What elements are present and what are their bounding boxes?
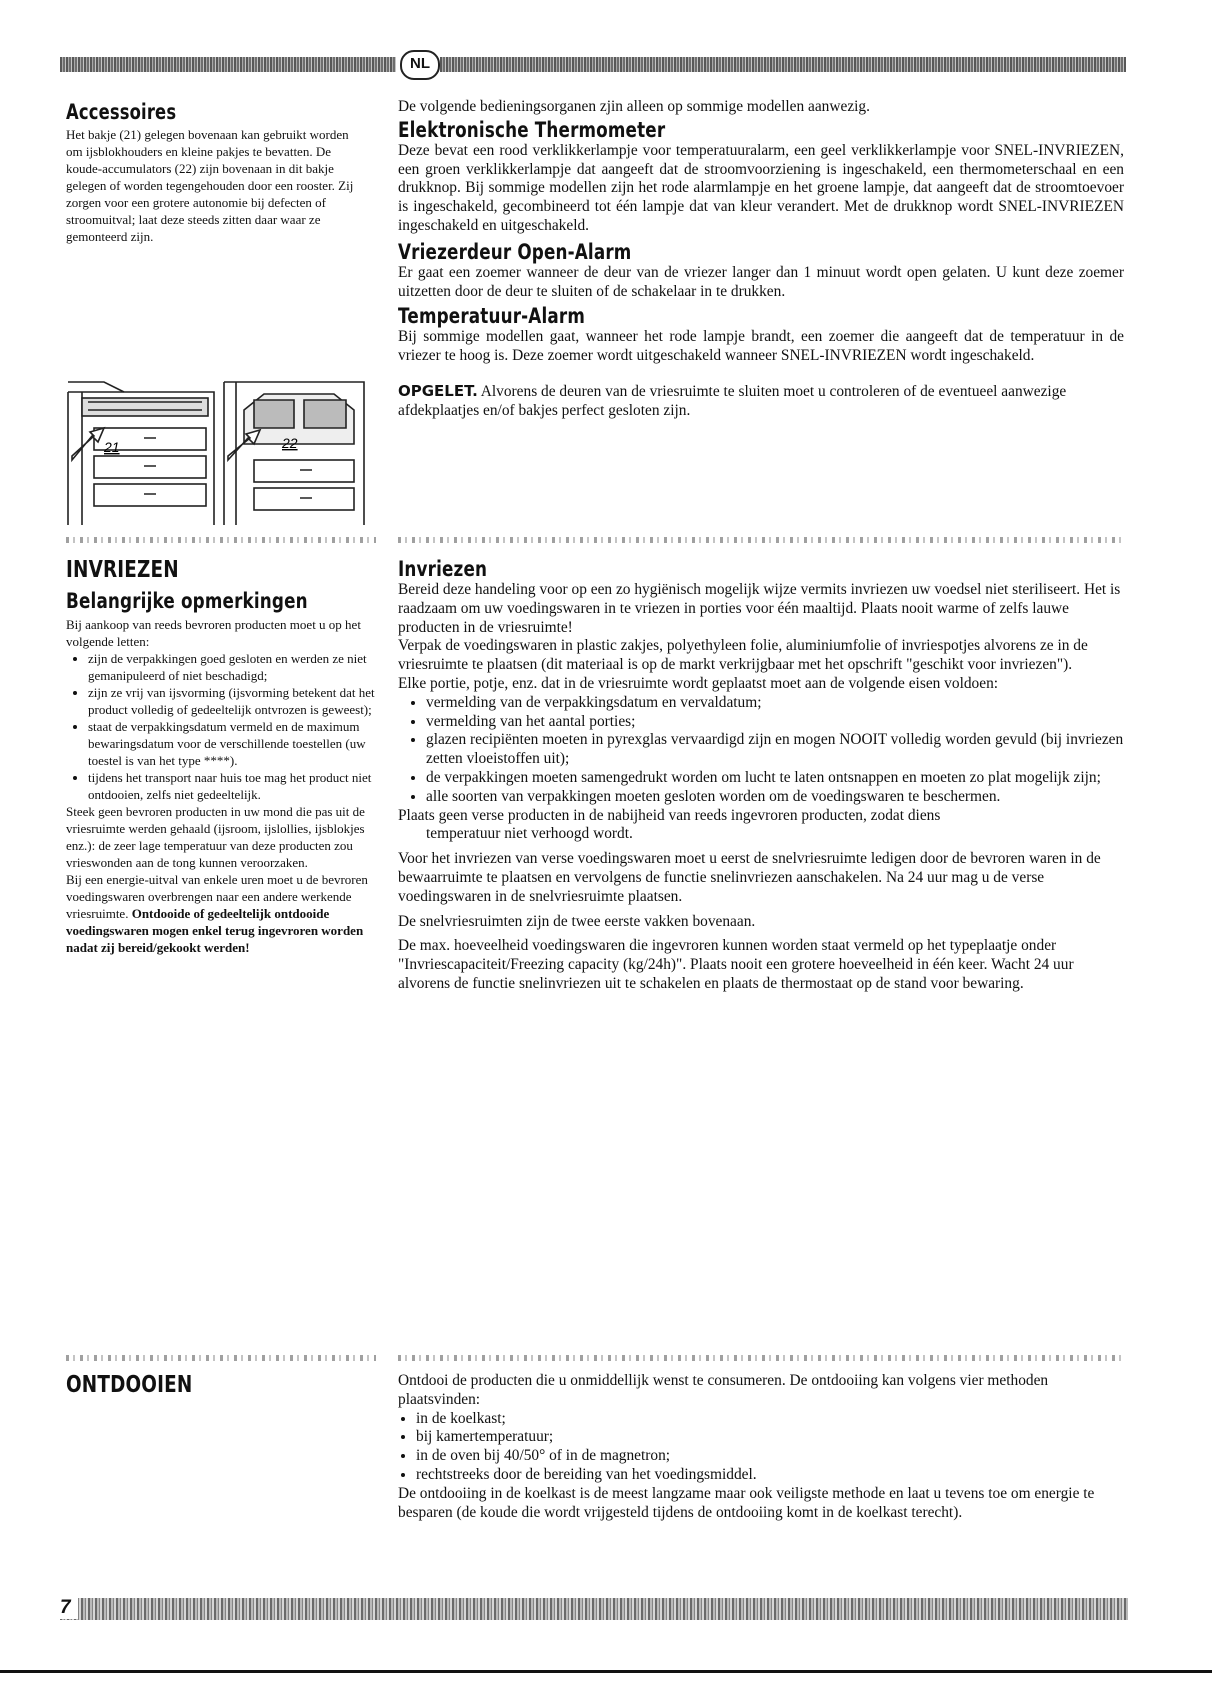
ontdooien-right-section (398, 1372, 1124, 1522)
separator-left-2 (66, 1355, 376, 1361)
separator-right-2 (398, 1355, 1126, 1361)
list-item: • in de oven bij 40/50° of in de magnetron; (416, 1447, 1124, 1466)
refreeze-warning: Ontdooide of gedeeltelijk ontdooide voedingswaren mogen enkel terug ingevroren worden nadat zij bereid/gekookt werden! (66, 906, 364, 955)
invriezen-p1: Bereid deze handeling voor op een zo hygiënisch mogelijk wijze vermits invriezen uw voedsel niet steriliseert. Het is raadzaam om uw voedingswaren in te vriezen in porties voor één maaltijd. Plaats nooit warme of zelfs lauwe producten in de vriesruimte! (398, 581, 1121, 636)
opgelet-note (398, 382, 1124, 421)
footer-band (60, 1598, 1128, 1620)
accessoires-heading: Accessoires (66, 100, 177, 124)
invriezen-sub-heading: Invriezen (398, 557, 488, 581)
thaw-methods (398, 1410, 1124, 1485)
thermometer-heading: Elektronische Thermometer (398, 117, 666, 142)
door-alarm-heading: Vriezerdeur Open-Alarm (398, 239, 632, 264)
list-item: • rechtstreeks door de bereiding van het voedingsmiddel. (416, 1466, 1124, 1485)
invriezen-p4b: temperatuur niet verhoogd wordt. (426, 825, 633, 843)
separator-left-1 (66, 537, 376, 543)
list-item: • glazen recipiënten moeten in pyrexglas vervaardigd zijn en mogen NOOIT volledig worden gevuld (bij invriezen zetten vloeistoffen uit); (426, 731, 1124, 769)
list-item: • vermelding van de verpakkingsdatum en vervaldatum; (426, 694, 1124, 713)
ontdooien-text: De ontdooiing in de koelkast is de meest langzame maar ook veiligste methode en laat u tevens toe om energie te besparen (de koude die wordt vrijgesteld tijdens de ontdooiing komt in de koelkast terecht). (398, 1484, 1095, 1521)
page-number: 7 (60, 1597, 78, 1619)
list-item: • de verpakkingen moeten samengedrukt worden om lucht te laten ontsnappen en moeten zo plat mogelijk zijn; (426, 769, 1124, 788)
temp-alarm-text: Bij sommige modellen gaat, wanneer het rode lampje brandt, een zoemer die aangeeft dat de temperatuur in de vriezer te hoog is. Deze zoemer wordt uitgeschakeld wanneer SNEL-INVRIEZEN wordt ingeschakeld. (398, 328, 1124, 365)
ontdooien-heading: ONTDOOIEN (66, 1372, 193, 1398)
list-item: • tijdens het transport naar huis toe mag het product niet ontdooien, zelfs niet gedeeltelijk. (88, 769, 381, 803)
header-band-left (60, 57, 396, 72)
invriezen-right-section (398, 557, 1124, 994)
accessoires-text: Het bakje (21) gelegen bovenaan kan gebruikt worden om ijsblokhouders en kleine pakjes te bevatten. De koude-accumulators (22) zijn bovenaan in dit bakje gelegen of worden tegengehouden door een rooster. Zij zorgen voor een grotere autonomie bij defecten of stroomuitval; laat deze steeds zitten daar waar ze gemonteerd zijn. (66, 127, 354, 244)
controls-intro: De volgende bedieningsorganen zjin alleen op sommige modellen aanwezig. (398, 98, 870, 115)
invriezen-p5: Voor het invriezen van verse voedingswaren moet u eerst de snelvriesruimte ledigen door de bevroren waren in de bewaarruimte te plaatsen en vervolgens de functie snelinvriezen aanschakelen. Na 24 uur mag u de verse voedingswaren in de snelvriesruimte plaatsen. (398, 850, 1101, 905)
invriezen-heading: INVRIEZEN (66, 557, 179, 583)
language-badge: NL (400, 50, 440, 80)
door-alarm-text: Er gaat een zoemer wanneer de deur van de vriezer langer dan 1 minuut wordt open gelaten. U kunt deze zoemer uitzetten door de deur te sluiten of de schakelaar in te drukken. (398, 263, 1124, 300)
important-notes-heading: Belangrijke opmerkingen (66, 589, 308, 613)
invriezen-p2: Verpak de voedingswaren in plastic zakjes, polyethyleen folie, aluminiumfolie of invriespotjes alvorens ze in de vriesruimte te plaatsen (dit materiaal is op de markt verkrijgbaar met het opschrift "geschikt voor invriezen"). (398, 637, 1088, 674)
header-band-right (440, 57, 1126, 72)
list-item: • zijn ze vrij van ijsvorming (ijsvorming betekent dat het product volledig of gedeeltelijk ontvrozen is geweest); (88, 684, 381, 718)
opgelet-text: Alvorens de deuren van de vriesruimte te sluiten moet u controleren of de eventueel aanwezige afdekplaatjes en/of bakjes perfect gesloten zijn. (398, 382, 1067, 419)
bottom-rule (0, 1670, 1212, 1673)
purchase-checklist (66, 650, 381, 803)
invriezen-p7: De max. hoeveelheid voedingswaren die ingevroren kunnen worden staat vermeld op het typeplaatje onder "Invriescapaciteit/Freezing capacity (kg/24h)". Plaats nooit een grotere hoeveelheid in één keer. Wacht 24 uur alvorens de functie snelinvriezen uit te schakelen en plaats de thermostaat op de stand voor bewaring. (398, 937, 1074, 992)
power-failure-text (66, 871, 381, 956)
list-item: • alle soorten van verpakkingen moeten gesloten worden om de voedingswaren te beschermen. (426, 788, 1124, 807)
controls-section (398, 98, 1124, 421)
label-21: 21 (104, 439, 120, 455)
invriezen-p3: Elke portie, potje, enz. dat in de vriesruimte wordt geplaatst moet aan de volgende eisen voldoen: (398, 674, 999, 692)
list-item: • staat de verpakkingsdatum vermeld en de maximum bewaringsdatum voor de verschillende toestellen (uw toestel is van het type ****). (88, 718, 381, 769)
invriezen-p4a: Plaats geen verse producten in de nabijheid van reeds ingevroren producten, zodat diens (398, 806, 941, 824)
list-item: • in de koelkast; (416, 1410, 1124, 1429)
ontdooien-left-section (66, 1372, 366, 1398)
list-item: • vermelding van het aantal porties; (426, 713, 1124, 732)
power-failure-plain: Bij een energie-uitval van enkele uren moet u de bevroren voedingswaren overbrengen naar een andere werkende vriesruimte. (66, 872, 368, 921)
invriezen-left-section (66, 557, 381, 956)
opgelet-label: OPGELET. (398, 381, 478, 400)
freezer-illustration (64, 380, 374, 530)
list-item: • zijn de verpakkingen goed gesloten en werden ze niet gemanipuleerd of niet beschadigd; (88, 650, 381, 684)
thermometer-text: Deze bevat een rood verklikkerlampje voor temperatuuralarm, een geel verklikkerlampje voor SNEL-INVRIEZEN, een groen verklikkerlampje dat aangeeft dat de stroomvoorziening is ingeschakeld, een thermometerschaal en een drukknop. Bij sommige modellen zijn het rode alarmlampje en het groene lampje, dat aangeeft dat de stroomtoevoer is ingeschakeld, gecombineerd tot één lampje dat van kleur verandert. Met de drukknop wordt SNEL-INVRIEZEN ingeschakeld en uitgeschakeld. (398, 141, 1124, 234)
label-22: 22 (282, 435, 298, 451)
accessoires-section (66, 100, 366, 245)
purchase-intro: Bij aankoop van reeds bevroren producten moet u op het volgende letten: (66, 617, 361, 649)
list-item: • bij kamertemperatuur; (416, 1428, 1124, 1447)
invriezen-p6: De snelvriesruimten zijn de twee eerste vakken bovenaan. (398, 912, 756, 930)
temp-alarm-heading: Temperatuur-Alarm (398, 304, 585, 329)
ontdooien-intro: Ontdooi de producten die u onmiddellijk wenst te consumeren. De ontdooiing kan volgens vier methoden plaatsvinden: (398, 1372, 1049, 1408)
separator-right-1 (398, 537, 1126, 543)
packaging-requirements (398, 694, 1124, 807)
frozen-warning: Steek geen bevroren producten in uw mond die pas uit de vriesruimte werden gehaald (ijsroom, ijslollies, ijsblokjes enz.): de zeer lage temperatuur van deze producten zou vrieswonden aan de tong kunnen veroorzaken. (66, 804, 365, 870)
